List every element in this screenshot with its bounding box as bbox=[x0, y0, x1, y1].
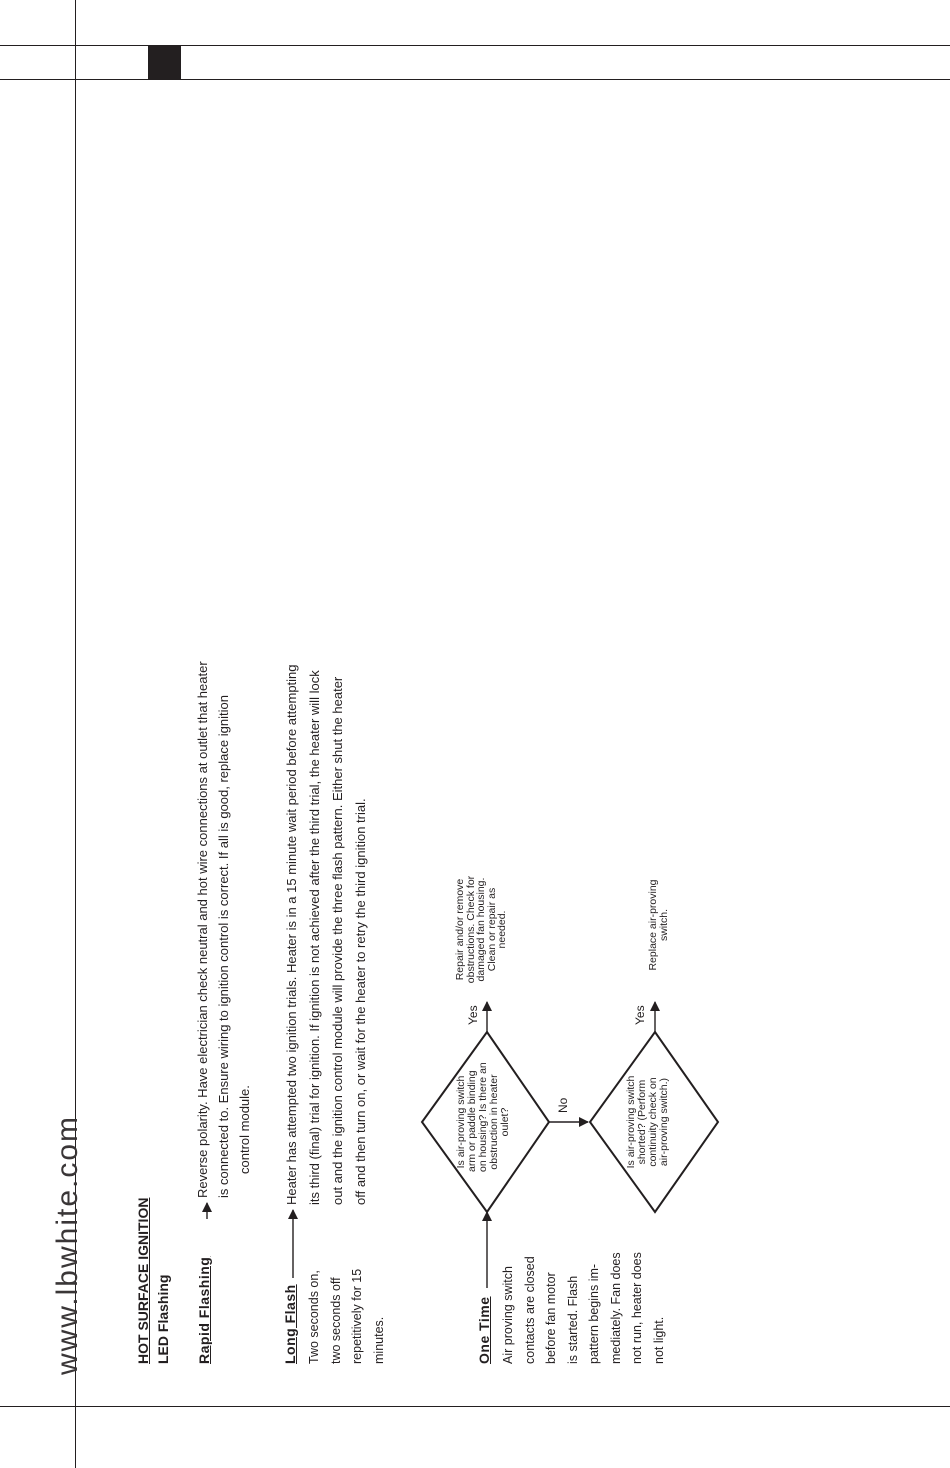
one-time-desc-line: not light. bbox=[651, 1316, 666, 1364]
action-1-line: obstructions. Check for bbox=[464, 875, 477, 984]
long-flash-desc-line: Two seconds on, bbox=[307, 1270, 321, 1364]
section-subtitle: LED Flashing bbox=[155, 1274, 171, 1364]
one-time-desc-line: not run, heater does bbox=[630, 1252, 644, 1364]
yes-1-label: Yes bbox=[466, 1005, 480, 1025]
one-time-desc-line: mediately. Fan does bbox=[608, 1252, 623, 1364]
one-time-desc-line: Air proving switch bbox=[501, 1266, 515, 1364]
long-flash-line: its third (final) trial for ignition. If ignition is not achieved after the third trial, the heater will lock bbox=[307, 670, 322, 1205]
decision-2-line: Is air-proving switch bbox=[625, 1075, 637, 1169]
decision-2-text bbox=[626, 1067, 670, 1177]
one-time-desc-line: is started. Flash bbox=[565, 1275, 580, 1364]
long-flash-line: out and the ignition control module will provide the three flash pattern. Either shut the heater bbox=[330, 676, 345, 1205]
action-2-line: switch. bbox=[658, 908, 670, 942]
action-2-text bbox=[648, 870, 670, 980]
one-time-desc-line: contacts are closed bbox=[522, 1256, 537, 1364]
decision-1-line: obstruction in heater bbox=[488, 1074, 500, 1170]
long-flash-desc-line: two seconds off bbox=[328, 1277, 343, 1364]
one-time-label: One Time bbox=[476, 1296, 492, 1364]
rapid-flashing-line: control module. bbox=[237, 1085, 252, 1174]
action-1-line: damaged fan housing. bbox=[475, 877, 487, 982]
action-1-line: needed. bbox=[496, 910, 508, 949]
decision-1-line: arm or paddle binding bbox=[466, 1070, 478, 1172]
long-flash-desc-line: minutes. bbox=[371, 1316, 386, 1364]
rapid-flashing-line: Reverse polarity. Have electrician check neutral and hot wire connections at outlet that heater bbox=[195, 661, 210, 1198]
decision-2-line: continuity check on bbox=[647, 1077, 659, 1167]
one-time-desc-line: pattern begins im- bbox=[587, 1263, 601, 1364]
one-time-desc-line: before fan motor bbox=[544, 1272, 558, 1364]
action-2-line: Replace air-proving bbox=[647, 879, 659, 971]
decision-1-line: on housing? Is there an bbox=[477, 1062, 489, 1172]
decision-2-line: shorted? (Perform bbox=[636, 1079, 648, 1165]
long-flash-line: Heater has attempted two ignition trials. Heater is in a 15 minute wait period before attempting bbox=[284, 664, 299, 1205]
rapid-flashing-line: is connected to. Ensure wiring to ignition control is correct. If all is good, replace ignition bbox=[216, 695, 231, 1198]
no-label: No bbox=[556, 1097, 570, 1113]
decision-2-line: air-proving switch.) bbox=[658, 1077, 670, 1167]
section-title: HOT SURFACE IGNITION bbox=[135, 1197, 151, 1364]
decision-1-line: oulet? bbox=[499, 1107, 511, 1137]
action-1-text bbox=[455, 862, 508, 997]
decision-1-line: Is air-proving switch bbox=[455, 1075, 467, 1169]
decision-1-text bbox=[455, 1062, 511, 1172]
yes-2-label: Yes bbox=[633, 1005, 647, 1025]
action-1-line: Clean or repair as bbox=[485, 887, 498, 972]
long-flash-label: Long Flash bbox=[282, 1284, 298, 1364]
long-flash-desc-line: repetitively for 15 bbox=[350, 1268, 364, 1364]
rapid-flashing-label: Rapid Flashing bbox=[196, 1256, 212, 1364]
website-url: www.lbwhite.com bbox=[51, 1114, 84, 1376]
long-flash-line: off and then turn on, or wait for the heater to retry the third ignition trial. bbox=[353, 798, 368, 1205]
action-1-line: Repair and/or remove bbox=[454, 878, 466, 981]
